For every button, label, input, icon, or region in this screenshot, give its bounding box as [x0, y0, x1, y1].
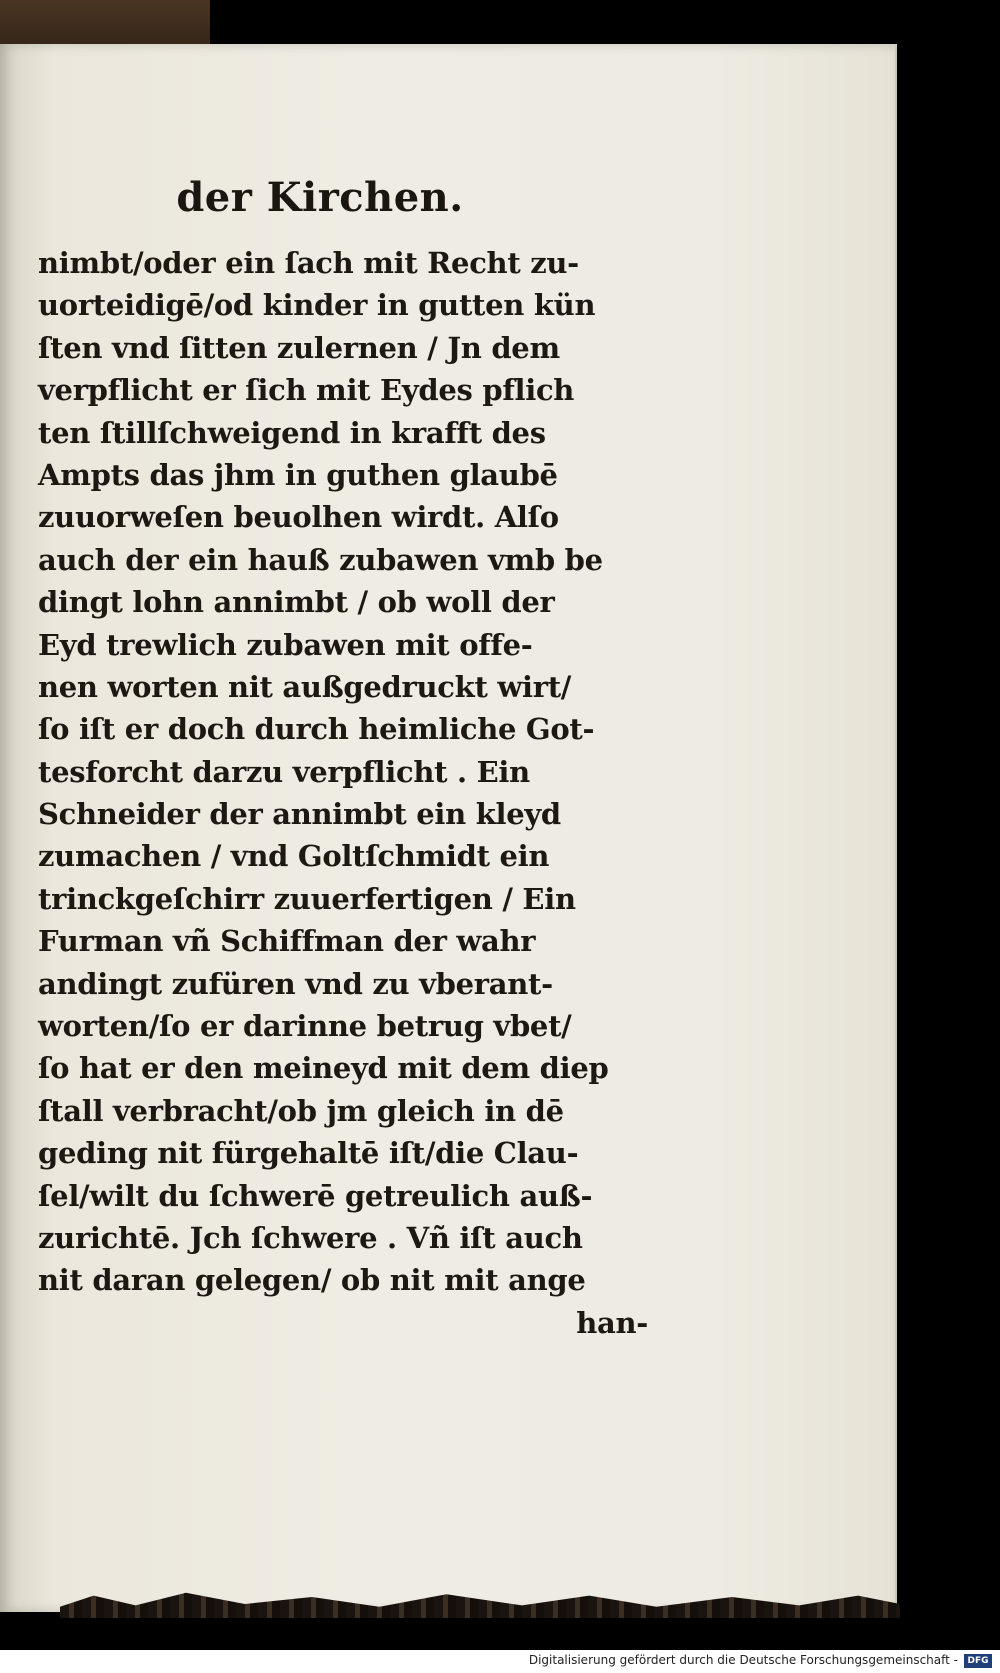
text-line: ſtall verbracht/ob jm gleich in dē [38, 1093, 564, 1128]
text-line: trinckgeſchirr zuuerfertigen / Ein [38, 881, 576, 916]
text-line: ſo iſt er doch durch heimliche Got‑ [38, 712, 595, 747]
catchword: han‑ [576, 1305, 648, 1340]
text-line: uorteidigē/od kinder in gutten kün [38, 288, 596, 323]
text-line: verpflicht er ſich mit Eydes pflich [38, 373, 575, 408]
text-line: andingt zufüren vnd zu vberant‑ [38, 966, 553, 1001]
text-line: tesforcht darzu verpflicht . Ein [38, 754, 530, 789]
text-line: nimbt/oder ein ſach mit Recht zu‑ [38, 246, 579, 280]
text-line: zurichtē. Jch ſchwere . Vñ iſt auch [38, 1220, 583, 1255]
text-block [38, 242, 658, 1344]
text-line: zuuorweſen beuolhen wirdt. Alſo [38, 500, 559, 535]
text-line: ſel/wilt du ſchwerē getreulich auß‑ [38, 1178, 593, 1213]
text-line: ſten vnd ſitten zulernen / Jn dem [38, 330, 560, 365]
text-line: geding nit fürgehaltē iſt/die Clau‑ [38, 1136, 579, 1171]
text-line: dingt lohn annimbt / ob woll der [38, 585, 555, 620]
text-line: ten ſtillſchweigend in krafft des [38, 415, 546, 450]
text-line: nen worten nit außgedruckt wirt/ [38, 669, 572, 704]
dfg-logo: DFG [964, 1654, 992, 1668]
running-header: der Kirchen. [176, 174, 464, 221]
text-line: Ampts das jhm in guthen glaubē [38, 457, 558, 492]
text-line: worten/ſo er darinne betrug vbet/ [38, 1009, 572, 1044]
text-line: Schneider der annimbt ein kleyd [38, 797, 561, 832]
text-line: auch der ein hauß zubawen vmb be [38, 542, 603, 577]
text-line: Furman vñ Schiffman der wahr [38, 924, 536, 959]
text-line: ſo hat er den meineyd mit dem diep [38, 1051, 609, 1086]
footer-credit: Digitalisierung gefördert durch die Deutsche Forschungsgemeinschaft - [528, 1653, 958, 1667]
text-line: nit daran gelegen/ ob nit mit ange [38, 1263, 586, 1298]
footer-bar [0, 1650, 1000, 1673]
text-line: Eyd trewlich zubawen mit offe‑ [38, 627, 533, 662]
text-line: zumachen / vnd Goltſchmidt ein [38, 839, 550, 874]
book-page [0, 44, 897, 1612]
